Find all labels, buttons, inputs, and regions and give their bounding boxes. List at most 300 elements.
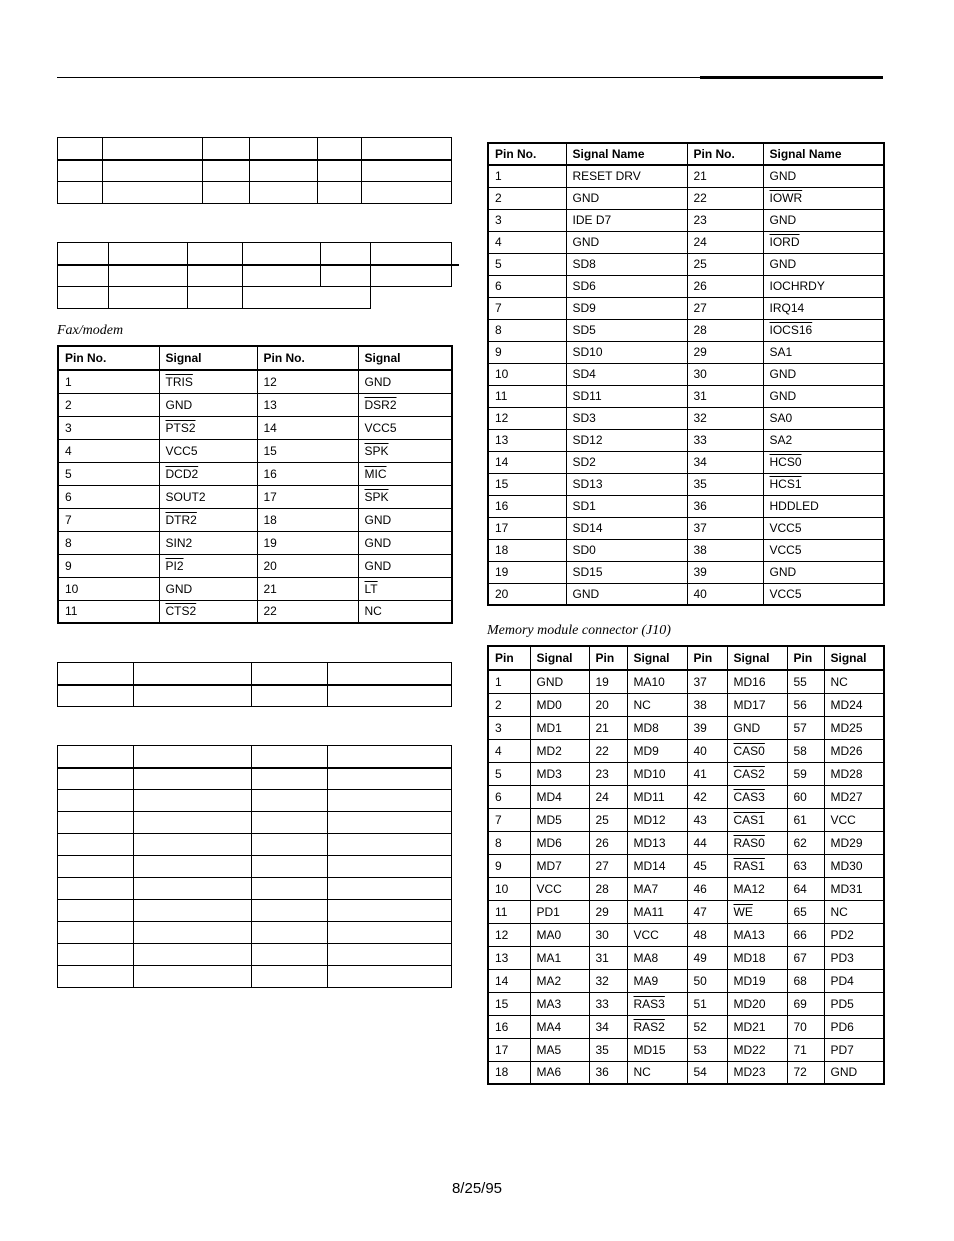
pin-number-cell: 1 (58, 370, 159, 393)
signal-cell: NC (824, 900, 884, 923)
pin-number-cell: 20 (488, 583, 566, 605)
pin-number-cell: 32 (687, 407, 763, 429)
table-header: Pin No. (58, 346, 159, 370)
pin-number-cell: 40 (687, 583, 763, 605)
signal-cell: SD15 (566, 561, 687, 583)
signal-cell: GND (763, 253, 884, 275)
pin-number-cell: 15 (488, 992, 530, 1015)
signal-cell: SD0 (566, 539, 687, 561)
pin-number-cell: 39 (687, 716, 727, 739)
signal-cell: GND (566, 583, 687, 605)
pin-number-cell: 22 (687, 187, 763, 209)
pin-number-cell: 36 (589, 1061, 627, 1084)
signal-cell: MD19 (727, 969, 787, 992)
pin-number-cell: 24 (687, 231, 763, 253)
signal-cell: RAS3 (627, 992, 687, 1015)
table-row (488, 583, 884, 605)
signal-cell: VCC (530, 877, 589, 900)
signal-cell: SA0 (763, 407, 884, 429)
signal-cell: CAS3 (727, 785, 787, 808)
pin-number-cell: 70 (787, 1015, 824, 1038)
signal-cell: IOCHRDY (763, 275, 884, 297)
empty-row (58, 746, 452, 768)
signal-cell: MA7 (627, 877, 687, 900)
signal-cell: SD11 (566, 385, 687, 407)
signal-cell: GND (763, 165, 884, 187)
signal-cell: MD7 (530, 854, 589, 877)
table-row (488, 831, 884, 854)
pin-number-cell: 24 (589, 785, 627, 808)
table-row (488, 209, 884, 231)
table-row (488, 187, 884, 209)
table-row (488, 407, 884, 429)
signal-cell: PD2 (824, 923, 884, 946)
pin-number-cell: 9 (58, 554, 159, 577)
signal-cell: $\overline{SPK}$ (358, 485, 452, 508)
signal-cell: RAS2 (627, 1015, 687, 1038)
pin-number-cell: 62 (787, 831, 824, 854)
pin-number-cell: 18 (257, 508, 358, 531)
pin-number-cell: 29 (589, 900, 627, 923)
pin-number-cell: 31 (589, 946, 627, 969)
pin-number-cell: 58 (787, 739, 824, 762)
signal-cell: MD31 (824, 877, 884, 900)
table-row (58, 416, 452, 439)
pin-number-cell: 28 (687, 319, 763, 341)
signal-cell: GND (824, 1061, 884, 1084)
pin-number-cell: 12 (488, 407, 566, 429)
ide-connector-table (487, 142, 885, 606)
pin-number-cell: 26 (687, 275, 763, 297)
pin-number-cell: 20 (257, 554, 358, 577)
signal-cell: MD8 (627, 716, 687, 739)
signal-cell: VCC5 (358, 416, 452, 439)
signal-cell: MA8 (627, 946, 687, 969)
pin-number-cell: 18 (488, 1061, 530, 1084)
table-row (488, 297, 884, 319)
signal-cell: $\overline{LT}$ (358, 577, 452, 600)
pin-number-cell: 2 (488, 693, 530, 716)
signal-cell: MD26 (824, 739, 884, 762)
pin-number-cell: 14 (488, 969, 530, 992)
header-rule-thick (700, 76, 883, 79)
table-header: Signal Name (763, 143, 884, 165)
table-header: Signal (530, 646, 589, 670)
pin-number-cell: 60 (787, 785, 824, 808)
signal-cell: NC (627, 693, 687, 716)
empty-row (58, 812, 452, 834)
signal-cell: IOCS16 (763, 319, 884, 341)
signal-cell: MD5 (530, 808, 589, 831)
signal-cell: MA0 (530, 923, 589, 946)
signal-cell: SD14 (566, 517, 687, 539)
signal-cell: SOUT2 (159, 485, 257, 508)
pin-number-cell: 16 (488, 495, 566, 517)
pin-number-cell: 22 (257, 600, 358, 623)
signal-cell: MA9 (627, 969, 687, 992)
pin-number-cell: 21 (687, 165, 763, 187)
table-header: Pin (787, 646, 824, 670)
pin-number-cell: 5 (488, 253, 566, 275)
signal-cell: MD6 (530, 831, 589, 854)
signal-cell: GND (727, 716, 787, 739)
pin-number-cell: 35 (687, 473, 763, 495)
table-header: Pin No. (488, 143, 566, 165)
signal-cell: DCD2 (159, 462, 257, 485)
pin-number-cell: 23 (589, 762, 627, 785)
table-header: Signal (358, 346, 452, 370)
table-row (488, 854, 884, 877)
signal-cell: MD15 (627, 1038, 687, 1061)
signal-cell: SD6 (566, 275, 687, 297)
table-row (488, 670, 884, 693)
empty-row (58, 768, 452, 790)
signal-cell: GND (763, 561, 884, 583)
table-row (488, 517, 884, 539)
pin-number-cell: 5 (488, 762, 530, 785)
pin-number-cell: 6 (488, 275, 566, 297)
signal-cell: MD2 (530, 739, 589, 762)
signal-cell: GND (763, 385, 884, 407)
table-row (488, 739, 884, 762)
pin-number-cell: 11 (488, 900, 530, 923)
signal-cell: $\overline{SPK}$ (358, 439, 452, 462)
pin-number-cell: 38 (687, 693, 727, 716)
table-header: Pin No. (687, 143, 763, 165)
empty-table-c (57, 662, 452, 707)
pin-number-cell: 14 (257, 416, 358, 439)
table-row (488, 495, 884, 517)
pin-number-cell: 30 (589, 923, 627, 946)
page-footer-date: 8/25/95 (451, 1180, 503, 1197)
table-row (488, 946, 884, 969)
signal-cell: HDDLED (763, 495, 884, 517)
signal-cell: MD17 (727, 693, 787, 716)
table-row (488, 992, 884, 1015)
signal-cell: MD23 (727, 1061, 787, 1084)
signal-cell: GND (159, 577, 257, 600)
pin-number-cell: 11 (488, 385, 566, 407)
signal-cell: MD18 (727, 946, 787, 969)
pin-number-cell: 42 (687, 785, 727, 808)
signal-cell: CAS2 (727, 762, 787, 785)
signal-cell: MD1 (530, 716, 589, 739)
signal-cell: VCC (824, 808, 884, 831)
signal-cell: MD16 (727, 670, 787, 693)
line-stub (451, 264, 459, 266)
pin-number-cell: 68 (787, 969, 824, 992)
table-header: Signal (727, 646, 787, 670)
pin-number-cell: 36 (687, 495, 763, 517)
signal-cell: MD25 (824, 716, 884, 739)
pin-number-cell: 47 (687, 900, 727, 923)
signal-cell: GND (358, 370, 452, 393)
table-row (488, 785, 884, 808)
pin-number-cell: 7 (58, 508, 159, 531)
signal-cell: MA1 (530, 946, 589, 969)
pin-number-cell: 14 (488, 451, 566, 473)
pin-number-cell: 41 (687, 762, 727, 785)
pin-number-cell: 17 (257, 485, 358, 508)
signal-cell: SD12 (566, 429, 687, 451)
signal-cell: PD5 (824, 992, 884, 1015)
pin-number-cell: 13 (488, 429, 566, 451)
pin-number-cell: 4 (488, 739, 530, 762)
pin-number-cell: 40 (687, 739, 727, 762)
empty-row (58, 834, 452, 856)
pin-number-cell: 27 (687, 297, 763, 319)
table-row (488, 341, 884, 363)
signal-cell: DTR2 (159, 508, 257, 531)
pin-number-cell: 26 (589, 831, 627, 854)
signal-cell: NC (627, 1061, 687, 1084)
table-header: Pin (589, 646, 627, 670)
pin-number-cell: 20 (589, 693, 627, 716)
signal-cell: GND (358, 508, 452, 531)
empty-row (58, 790, 452, 812)
pin-number-cell: 3 (488, 209, 566, 231)
pin-number-cell: 3 (488, 716, 530, 739)
signal-cell: MD3 (530, 762, 589, 785)
pin-number-cell: 16 (488, 1015, 530, 1038)
table-row (488, 275, 884, 297)
memory-module-caption: Memory module connector (J10) (487, 623, 671, 638)
table-row (58, 508, 452, 531)
pin-number-cell: 10 (58, 577, 159, 600)
pin-number-cell: 6 (58, 485, 159, 508)
table-row (488, 969, 884, 992)
pin-number-cell: 9 (488, 854, 530, 877)
pin-number-cell: 10 (488, 363, 566, 385)
pin-number-cell: 8 (58, 531, 159, 554)
pin-number-cell: 32 (589, 969, 627, 992)
pin-number-cell: 48 (687, 923, 727, 946)
pin-number-cell: 27 (589, 854, 627, 877)
table-header: Pin No. (257, 346, 358, 370)
empty-table-b (57, 242, 452, 309)
pin-number-cell: 67 (787, 946, 824, 969)
signal-cell: PTS2 (159, 416, 257, 439)
signal-cell: SD8 (566, 253, 687, 275)
table-header: Signal Name (566, 143, 687, 165)
pin-number-cell: 8 (488, 831, 530, 854)
signal-cell: MA2 (530, 969, 589, 992)
pin-number-cell: 17 (488, 517, 566, 539)
pin-number-cell: 10 (488, 877, 530, 900)
signal-cell: PD1 (530, 900, 589, 923)
signal-cell: MD27 (824, 785, 884, 808)
table-row (58, 462, 452, 485)
table-row (488, 165, 884, 187)
signal-cell: IRQ14 (763, 297, 884, 319)
table-row (488, 1015, 884, 1038)
signal-cell: VCC5 (159, 439, 257, 462)
signal-cell: HCS0 (763, 451, 884, 473)
table-row (488, 762, 884, 785)
signal-cell: SD4 (566, 363, 687, 385)
pin-number-cell: 25 (687, 253, 763, 275)
signal-cell: PD6 (824, 1015, 884, 1038)
pin-number-cell: 37 (687, 670, 727, 693)
signal-cell: MA13 (727, 923, 787, 946)
pin-number-cell: 7 (488, 808, 530, 831)
signal-cell: $\overline{MIC}$ (358, 462, 452, 485)
table-row (488, 716, 884, 739)
signal-cell: TRIS (159, 370, 257, 393)
pin-number-cell: 22 (589, 739, 627, 762)
signal-cell: SD1 (566, 495, 687, 517)
pin-number-cell: 56 (787, 693, 824, 716)
pin-number-cell: 63 (787, 854, 824, 877)
empty-row (58, 944, 452, 966)
pin-number-cell: 16 (257, 462, 358, 485)
table-row (58, 485, 452, 508)
signal-cell: MD29 (824, 831, 884, 854)
signal-cell: MD28 (824, 762, 884, 785)
pin-number-cell: 71 (787, 1038, 824, 1061)
pin-number-cell: 53 (687, 1038, 727, 1061)
fax-modem-caption: Fax/modem (57, 323, 124, 338)
signal-cell: VCC (627, 923, 687, 946)
signal-cell: DSR2 (358, 393, 452, 416)
pin-number-cell: 45 (687, 854, 727, 877)
pin-number-cell: 3 (58, 416, 159, 439)
pin-number-cell: 33 (687, 429, 763, 451)
signal-cell: GND (566, 187, 687, 209)
table-row (488, 363, 884, 385)
table-row (488, 693, 884, 716)
signal-cell: SD9 (566, 297, 687, 319)
signal-cell: MD24 (824, 693, 884, 716)
pin-number-cell: 52 (687, 1015, 727, 1038)
signal-cell: VCC5 (763, 539, 884, 561)
pin-number-cell: 5 (58, 462, 159, 485)
signal-cell: SD13 (566, 473, 687, 495)
empty-table-a (57, 137, 452, 204)
signal-cell: MA5 (530, 1038, 589, 1061)
table-row (488, 451, 884, 473)
pin-number-cell: 1 (488, 165, 566, 187)
signal-cell: SD2 (566, 451, 687, 473)
pin-number-cell: 21 (589, 716, 627, 739)
pin-number-cell: 19 (257, 531, 358, 554)
pin-number-cell: 21 (257, 577, 358, 600)
pin-number-cell: 50 (687, 969, 727, 992)
pin-number-cell: 55 (787, 670, 824, 693)
pin-number-cell: 35 (589, 1038, 627, 1061)
pin-number-cell: 49 (687, 946, 727, 969)
signal-cell: SA2 (763, 429, 884, 451)
signal-cell: MA6 (530, 1061, 589, 1084)
signal-cell: SD5 (566, 319, 687, 341)
signal-cell: MA11 (627, 900, 687, 923)
pin-number-cell: 28 (589, 877, 627, 900)
signal-cell: PI2 (159, 554, 257, 577)
pin-number-cell: 19 (589, 670, 627, 693)
signal-cell: CAS0 (727, 739, 787, 762)
table-row (58, 370, 452, 393)
table-row (488, 1061, 884, 1084)
pin-number-cell: 15 (488, 473, 566, 495)
table-row (58, 577, 452, 600)
pin-number-cell: 4 (488, 231, 566, 253)
table-row (58, 439, 452, 462)
pin-number-cell: 25 (589, 808, 627, 831)
pin-number-cell: 54 (687, 1061, 727, 1084)
pin-number-cell: 30 (687, 363, 763, 385)
pin-number-cell: 1 (488, 670, 530, 693)
table-row (488, 319, 884, 341)
signal-cell: RESET DRV (566, 165, 687, 187)
table-row (488, 561, 884, 583)
signal-cell: SA1 (763, 341, 884, 363)
signal-cell: CAS1 (727, 808, 787, 831)
signal-cell: MD30 (824, 854, 884, 877)
signal-cell: SIN2 (159, 531, 257, 554)
empty-row (58, 966, 452, 988)
table-header: Pin (488, 646, 530, 670)
pin-number-cell: 13 (488, 946, 530, 969)
signal-cell: GND (159, 393, 257, 416)
signal-cell: IORD (763, 231, 884, 253)
pin-number-cell: 2 (488, 187, 566, 209)
pin-number-cell: 64 (787, 877, 824, 900)
signal-cell: MD4 (530, 785, 589, 808)
empty-table-d (57, 745, 452, 988)
empty-row (58, 900, 452, 922)
signal-cell: RAS0 (727, 831, 787, 854)
signal-cell: MD10 (627, 762, 687, 785)
pin-number-cell: 34 (687, 451, 763, 473)
signal-cell: VCC5 (763, 583, 884, 605)
signal-cell: MA10 (627, 670, 687, 693)
pin-number-cell: 12 (257, 370, 358, 393)
signal-cell: MD9 (627, 739, 687, 762)
table-row (488, 253, 884, 275)
signal-cell: NC (824, 670, 884, 693)
pin-number-cell: 2 (58, 393, 159, 416)
signal-cell: GND (358, 554, 452, 577)
signal-cell: GND (358, 531, 452, 554)
table-row (58, 554, 452, 577)
table-row (488, 808, 884, 831)
signal-cell: MD11 (627, 785, 687, 808)
pin-number-cell: 43 (687, 808, 727, 831)
table-row (488, 473, 884, 495)
pin-number-cell: 7 (488, 297, 566, 319)
table-row (488, 923, 884, 946)
pin-number-cell: 37 (687, 517, 763, 539)
signal-cell: IOWR (763, 187, 884, 209)
memory-module-table (487, 645, 885, 1085)
table-row (488, 429, 884, 451)
table-header: Pin (687, 646, 727, 670)
pin-number-cell: 15 (257, 439, 358, 462)
table-header: Signal (159, 346, 257, 370)
pin-number-cell: 17 (488, 1038, 530, 1061)
table-row (488, 900, 884, 923)
signal-cell: GND (530, 670, 589, 693)
signal-cell: GND (763, 363, 884, 385)
pin-number-cell: 19 (488, 561, 566, 583)
pin-number-cell: 11 (58, 600, 159, 623)
pin-number-cell: 44 (687, 831, 727, 854)
signal-cell: SD10 (566, 341, 687, 363)
signal-cell: MD14 (627, 854, 687, 877)
pin-number-cell: 33 (589, 992, 627, 1015)
signal-cell: MD22 (727, 1038, 787, 1061)
table-row (488, 385, 884, 407)
